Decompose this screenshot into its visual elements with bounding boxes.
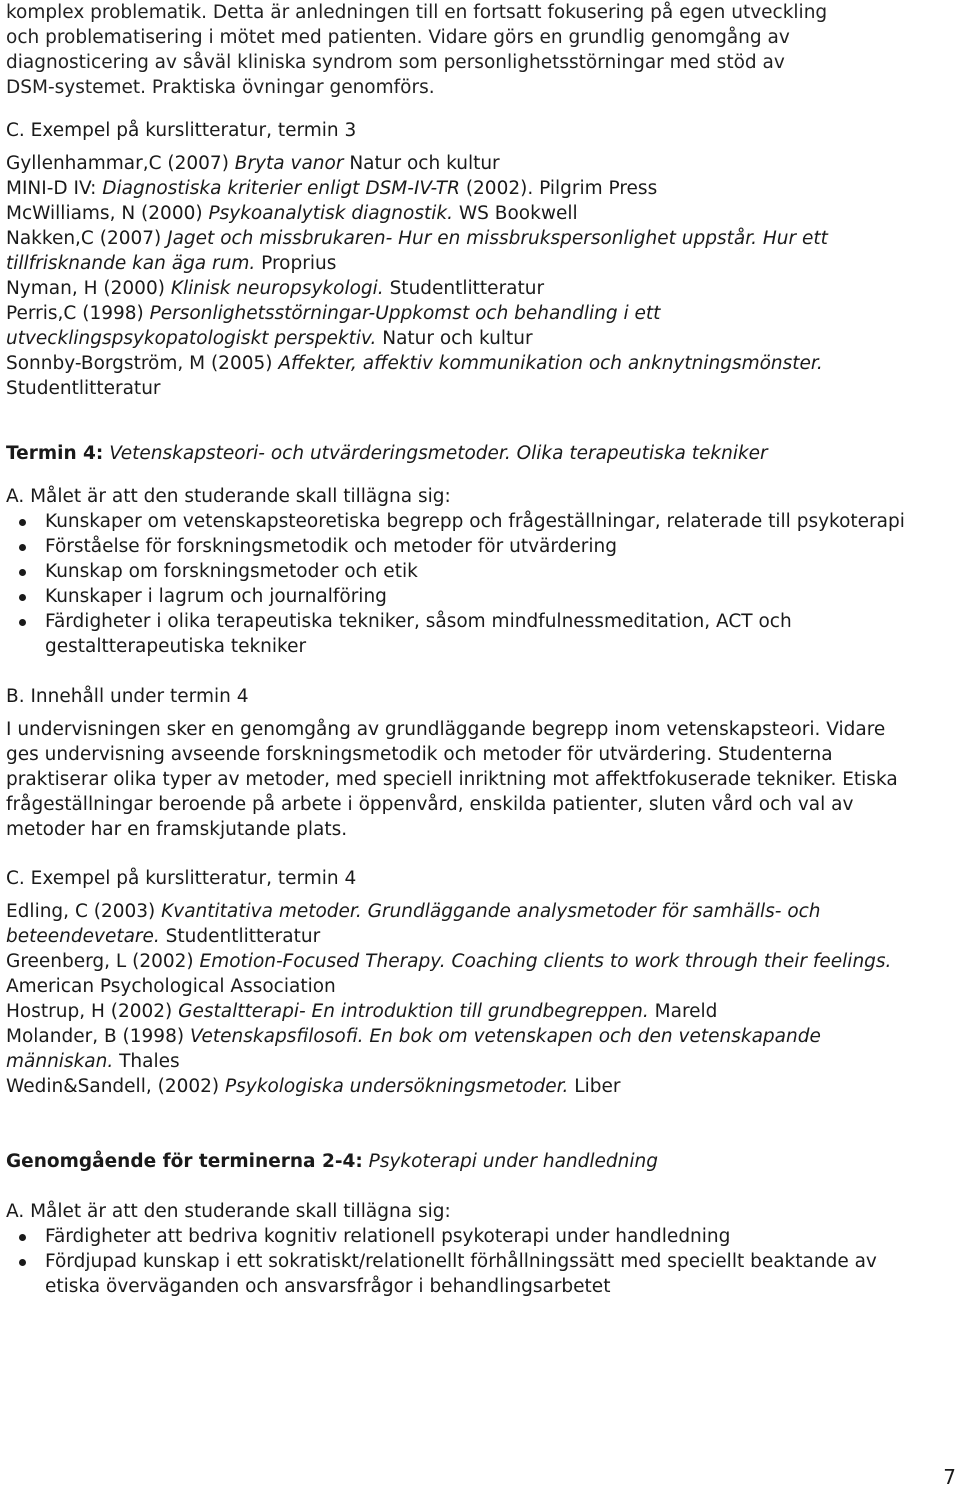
termin4-reference-list (6, 899, 906, 1099)
termin4-heading: Termin 4: Vetenskapsteori- och utvärderingsmetoder. Olika terapeutiska tekniker (6, 443, 768, 464)
intro-line: diagnosticering av såväl kliniska syndrom som personlighetsstörningar med stöd av (6, 52, 785, 73)
goal-list-item: Förståelse för forskningsmetodik och metoder för utvärdering (6, 534, 906, 559)
termin4-content-heading: B. Innehåll under termin 4 (6, 686, 249, 707)
intro-line: komplex problematik. Detta är anledningen till en fortsatt fokusering på egen utveckling (6, 2, 828, 23)
reference-item: McWilliams, N (2000) Psykoanalytisk diagnostik. WS Bookwell (6, 203, 578, 224)
goal-list-item: Kunskap om forskningsmetoder och etik (6, 559, 906, 584)
genomgaende-heading: Genomgående för terminerna 2-4: Psykoterapi under handledning (6, 1151, 658, 1172)
termin4-content-text: I undervisningen sker en genomgång av grundläggande begrepp inom vetenskapsteori. Vidare ges undervisning avseende forskningsmetodik och metoder för utvärdering. Studenterna praktiserar olika typer av metoder, med speciell inriktning mot affektfokuserade tekniker. Etiska frågeställningar beroende på arbete i öppenvård, enskilda patienter, sluten vård och val av metoder har en framskjutande plats. (6, 719, 898, 840)
reference-item: Nyman, H (2000) Klinisk neuropsykologi. Studentlitteratur (6, 278, 545, 299)
reference-item: Edling, C (2003) Kvantitativa metoder. Grundläggande analysmetoder för samhälls- och beteendevetare. Studentlitteratur (6, 901, 821, 947)
goal-list-item: Kunskaper i lagrum och journalföring (6, 584, 906, 609)
termin4-literature-heading: C. Exempel på kurslitteratur, termin 4 (6, 868, 357, 889)
reference-item: Hostrup, H (2002) Gestaltterapi- En introduktion till grundbegreppen. Mareld (6, 1001, 718, 1022)
reference-item: Gyllenhammar,C (2007) Bryta vanor Natur och kultur (6, 153, 500, 174)
termin3-literature-heading: C. Exempel på kurslitteratur, termin 3 (6, 120, 357, 141)
reference-item: Nakken,C (2007) Jaget och missbrukaren- Hur en missbrukspersonlighet uppstår. Hur ett tillfrisknande kan äga rum. Proprius (6, 228, 828, 274)
reference-item: MINI-D IV: Diagnostiska kriterier enligt DSM-IV-TR (2002). Pilgrim Press (6, 178, 658, 199)
termin4-goal-heading: A. Målet är att den studerande skall tillägna sig: (6, 486, 451, 507)
reference-item: Greenberg, L (2002) Emotion-Focused Therapy. Coaching clients to work through their feelings. American Psychological Association (6, 951, 892, 997)
termin4-goal-list (6, 509, 906, 659)
reference-item: Perris,C (1998) Personlighetsstörningar-Uppkomst och behandling i ett utvecklingspsykopatologiskt perspektiv. Natur och kultur (6, 303, 661, 349)
intro-line: och problematisering i mötet med patienten. Vidare görs en grundlig genomgång av (6, 27, 790, 48)
document-page (6, 0, 906, 1299)
page-number: 7 (943, 1465, 956, 1489)
genomgaende-goal-list (6, 1224, 906, 1299)
termin3-reference-list (6, 151, 906, 401)
genomgaende-goal-heading: A. Målet är att den studerande skall tillägna sig: (6, 1201, 451, 1222)
intro-line: DSM-systemet. Praktiska övningar genomförs. (6, 77, 435, 98)
goal-list-item: Färdigheter i olika terapeutiska tekniker, såsom mindfulnessmeditation, ACT och gestaltterapeutiska tekniker (6, 609, 906, 659)
reference-item: Wedin&Sandell, (2002) Psykologiska undersökningsmetoder. Liber (6, 1076, 621, 1097)
intro-paragraph (6, 0, 906, 100)
reference-item: Sonnby-Borgström, M (2005) Affekter, affektiv kommunikation och anknytningsmönster. Studentlitteratur (6, 353, 823, 399)
goal-list-item: Fördjupad kunskap i ett sokratiskt/relationellt förhållningssätt med speciellt beaktande av etiska överväganden och ansvarsfrågor i behandlingsarbetet (6, 1249, 906, 1299)
goal-list-item: Färdigheter att bedriva kognitiv relationell psykoterapi under handledning (6, 1224, 906, 1249)
goal-list-item: Kunskaper om vetenskapsteoretiska begrepp och frågeställningar, relaterade till psykoterapi (6, 509, 906, 534)
reference-item: Molander, B (1998) Vetenskapsfilosofi. En bok om vetenskapen och den vetenskapande människan. Thales (6, 1026, 821, 1072)
